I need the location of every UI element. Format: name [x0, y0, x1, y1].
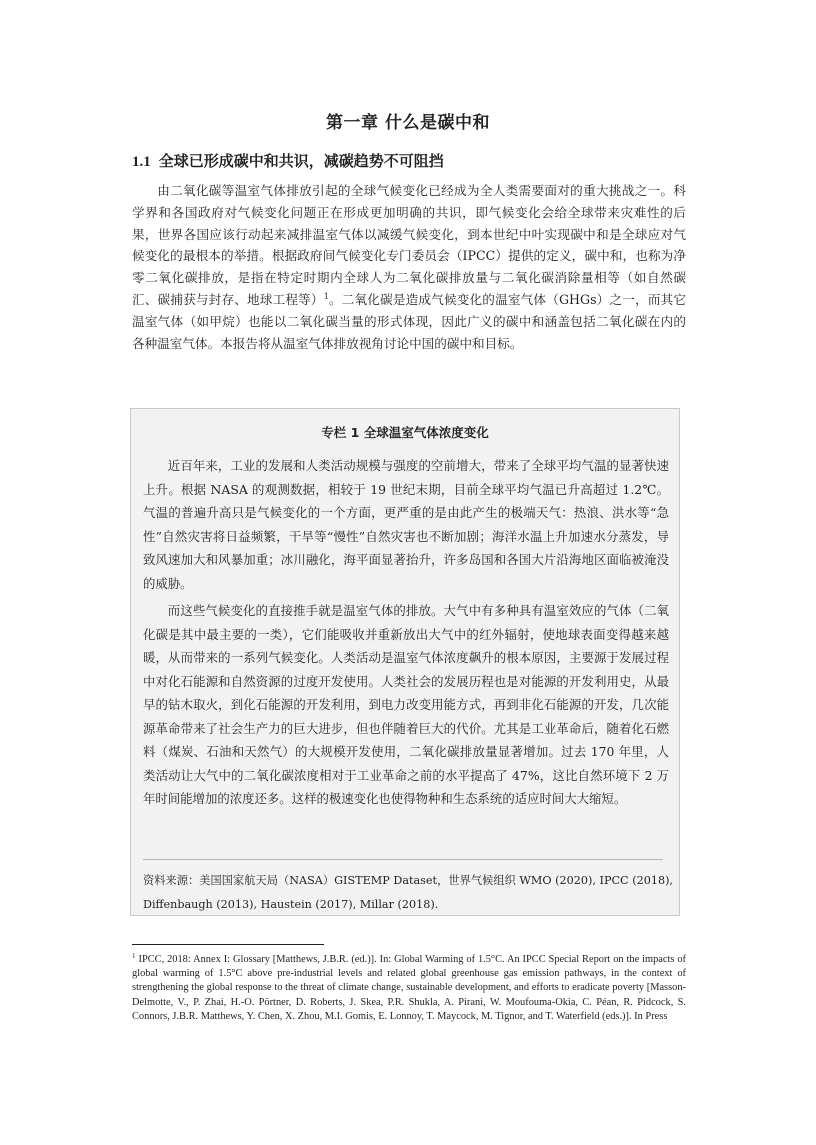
box-divider: [143, 859, 663, 860]
sidebar-box: [130, 408, 680, 916]
box-title: 专栏 1 全球温室气体浓度变化: [321, 425, 489, 440]
section-heading: [132, 150, 444, 171]
intro-paragraph: [132, 180, 686, 354]
section-number: 1.1: [132, 154, 151, 170]
footnote-reference[interactable]: 1: [323, 291, 329, 301]
box-paragraph-2: 而这些气候变化的直接推手就是温室气体的排放。大气中有多种具有温室效应的气体（二氧化碳是其中最主要的一类），它们能吸收并重新放出大气中的红外辐射，使地球表面变得越来越暖，从而带来的一系列气候变化。人类活动是温室气体浓度飙升的根本原因，主要源于发展过程中对化石能源和自然资源的过度开发使用。人类社会的发展历程也是对能源的开发利用史，从最早的钻木取火，到化石能源的开发利用，到电力改变用能方式，再到非化石能源的开发，几次能源革命带来了社会生产力的巨大进步，但也伴随着巨大的代价。尤其是工业革命后，随着化石燃料（煤炭、石油和天然气）的大规模开发使用，二氧化碳排放量显著增加。过去 170 年里，人类活动让大气中的二氧化碳浓度相对于工业革命之前的水平提高了 47%，这比自然环境下 2 万年时间能增加的浓度还多。这样的极速变化也使得物种和生态系统的适应时间大大缩短。: [143, 603, 669, 806]
box-source: 资料来源：美国国家航天局（NASA）GISTEMP Dataset，世界气候组织 WMO (2020), IPCC (2018), Diffenbaugh (2013), Haustein (2017), Millar (2018).: [143, 874, 673, 911]
chapter-title: 第一章 什么是碳中和: [326, 113, 490, 133]
section-title: 全球已形成碳中和共识，减碳趋势不可阻挡: [158, 152, 444, 170]
footnote-text: IPCC, 2018: Annex I: Glossary [Matthews, J.B.R. (ed.)]. In: Global Warming of 1.5°C. An IPCC Special Report on the impacts of global warming of 1.5°C above pre-industrial levels and related global greenhouse gas emission pathways, in the context of strengthening the global response to the threat of climate change, sustainable development, and efforts to eradicate poverty [Masson-Delmotte, V., P. Zhai, H.-O. Pörtner, D. Roberts, J. Skea, P.R. Shukla, A. Pirani, W. Moufouma-Okia, C. Péan, R. Pidcock, S. Connors, J.B.R. Matthews, Y. Chen, X. Zhou, M.I. Gomis, E. Lonnoy, T. Maycock, M. Tignor, and T. Waterfield (eds.)]. In Press: [132, 954, 686, 1022]
footnote: [132, 953, 686, 1024]
intro-text-before-note: 由二氧化碳等温室气体排放引起的全球气候变化已经成为全人类需要面对的重大挑战之一。科学界和各国政府对气候变化问题正在形成更加明确的共识，即气候变化会给全球带来灾难性的后果，世界各国应该行动起来减排温室气体以减缓气候变化，到本世纪中叶实现碳中和是全球应对气候变化的最根本的举措。根据政府间气候变化专门委员会（IPCC）提供的定义，碳中和，也称为净零二氧化碳排放，是指在特定时期内全球人为二氧化碳排放量与二氧化碳消除量相等（如自然碳汇、碳捕获与封存、地球工程等）: [132, 183, 686, 307]
footnote-marker: 1: [132, 951, 136, 960]
intro-text-after-note: 。二氧化碳是造成气候变化的温室气体（GHGs）之一，而其它温室气体（如甲烷）也能以二氧化碳当量的形式体现，因此广义的碳中和涵盖包括二氧化碳在内的各种温室气体。本报告将从温室气体排放视角讨论中国的碳中和目标。: [132, 291, 686, 351]
footnote-rule: [132, 944, 324, 945]
box-paragraph-1: 近百年来，工业的发展和人类活动规模与强度的空前增大，带来了全球平均气温的显著快速上升。根据 NASA 的观测数据，相较于 19 世纪末期，目前全球平均气温已升高超过 1.2℃。气温的普遍升高只是气候变化的一个方面，更严重的是由此产生的极端天气：热浪、洪水等“急性”自然灾害将日益频繁，干旱等“慢性”自然灾害也不断加剧；海洋水温上升加速水分蒸发，导致风速加大和风暴加重；冰川融化，海平面显著抬升，许多岛国和各国大片沿海地区面临被淹没的威胁。: [143, 458, 669, 591]
